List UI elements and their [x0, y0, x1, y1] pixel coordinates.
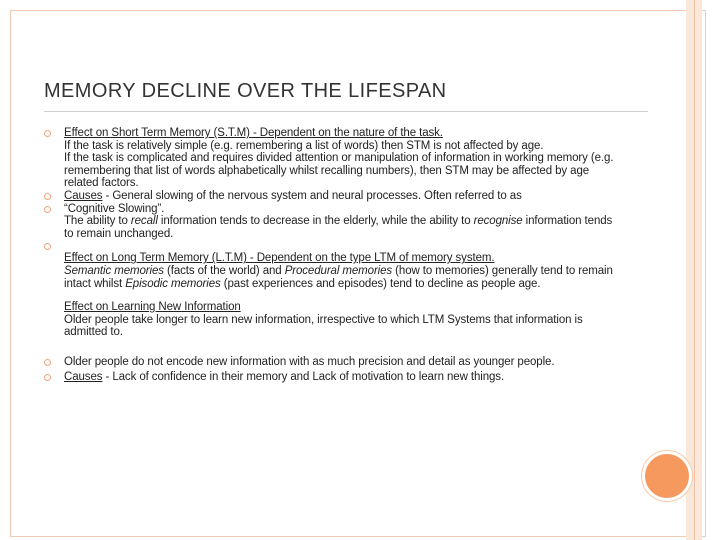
- ltm-text: [64, 265, 619, 290]
- recognise-term: recognise: [473, 215, 523, 228]
- new-info-text: Older people take longer to learn new information, irrespective to which LTM Systems that information is admitted to.: [64, 313, 583, 339]
- cognitive-quote: “Cognitive Slowing”.: [64, 202, 165, 215]
- bullet-icon: [44, 206, 51, 213]
- cognitive-text-2: information tends to decrease in the elderly, while the ability to: [157, 215, 474, 228]
- bullet-stm: [44, 127, 619, 190]
- stm-line-1: If the task is relatively simple (e.g. remembering a list of words) then STM is not affected by age.: [64, 139, 544, 152]
- causes-1-text: - General slowing of the nervous system and neural processes. Often referred to as: [102, 189, 522, 202]
- causes-2-text: - Lack of confidence in their memory and Lack of motivation to learn new things.: [102, 370, 505, 383]
- bullet-causes-2: [44, 371, 619, 384]
- cognitive-text: [64, 215, 619, 240]
- episodic-term: Episodic memories: [125, 277, 221, 290]
- ltm-text-2: (how to memories) generally tend to remain intact whilst: [64, 264, 613, 290]
- bullet-icon: [44, 359, 51, 366]
- slide-side-line: [694, 0, 695, 540]
- bullet-icon: [44, 243, 51, 250]
- cognitive-text-1: The ability to: [64, 215, 131, 228]
- bullet-icon: [44, 130, 51, 137]
- bullet-ltm: [44, 252, 619, 290]
- causes-1-label: Causes: [64, 189, 103, 202]
- new-info-block: [44, 301, 619, 339]
- ltm-text-3: (past experiences and episodes) tend to decline as people age.: [220, 277, 541, 290]
- stm-line-2: If the task is complicated and requires divided attention or manipulation of information in working memory (e.g. remembering that list of words alphabetically whilst recalling numbers), then STM may be affected by age related factors.: [64, 152, 614, 190]
- slide-body: [44, 127, 619, 383]
- stm-heading: Effect on Short Term Memory (S.T.M) - Dependent on the nature of the task.: [64, 127, 443, 139]
- new-info-heading: Effect on Learning New Information: [64, 301, 241, 314]
- ltm-heading: Effect on Long Term Memory (L.T.M) - Dependent on the type LTM of memory system.: [64, 252, 495, 265]
- bullet-causes-1: [44, 190, 619, 203]
- slide-title: MEMORY DECLINE OVER THE LIFESPAN: [44, 80, 447, 102]
- bullet-icon: [44, 193, 51, 200]
- encode-text: Older people do not encode new information with as much precision and detail as younger people.: [64, 355, 555, 368]
- causes-2-label: Causes: [64, 370, 103, 383]
- semantic-term: Semantic memories: [64, 264, 164, 277]
- procedural-term: Procedural memories: [284, 264, 393, 277]
- cognitive-text-3: information tends to remain unchanged.: [64, 215, 613, 240]
- recall-term: recall: [130, 215, 158, 228]
- bullet-encode: [44, 356, 619, 369]
- decorative-circle: [642, 451, 692, 501]
- ltm-text-1: (facts of the world) and: [163, 264, 285, 277]
- bullet-icon: [44, 374, 51, 381]
- title-divider: [44, 111, 648, 112]
- bullet-cognitive-slowing: [44, 203, 619, 241]
